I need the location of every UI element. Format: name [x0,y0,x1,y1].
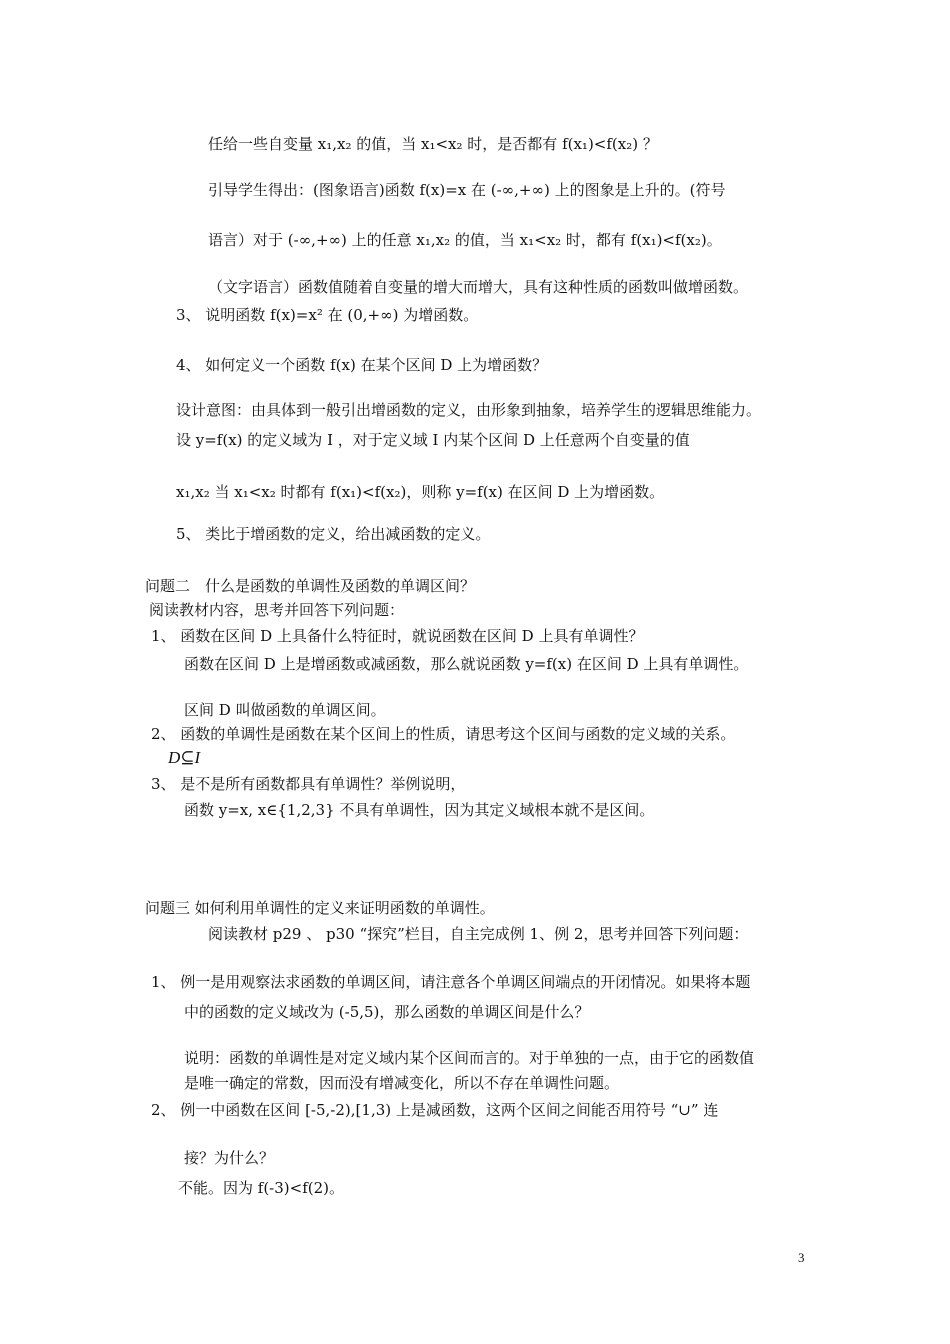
page-number: 3 [798,1250,805,1265]
text-line: 区间 D 叫做函数的单调区间。 [184,701,386,719]
text-line: 不能。因为 f(-3)<f(2)。 [178,1179,345,1197]
text-line: 5、 类比于增函数的定义，给出减函数的定义。 [176,525,491,543]
text-line: x₁,x₂ 当 x₁<x₂ 时都有 f(x₁)<f(x₂)，则称 y=f(x) 在区间 D 上为增函数。 [176,483,665,501]
text-line: 1、 例一是用观察法求函数的单调区间，请注意各个单调区间端点的开闭情况。如果将本题 [151,973,751,991]
text-line: 设 y=f(x) 的定义域为 I ，对于定义域 I 内某个区间 D 上任意两个自变量的值 [176,431,690,449]
text-line: 3、 说明函数 f(x)=x² 在 (0,+∞) 为增函数。 [176,306,479,324]
text-line: 说明：函数的单调性是对定义域内某个区间而言的。对于单独的一点，由于它的函数值 [184,1049,755,1067]
math-line: D⊆I [168,748,201,767]
text-line: 4、 如何定义一个函数 f(x) 在某个区间 D 上为增函数？ [176,356,548,374]
text-line: 中的函数的定义域改为 (-5,5)，那么函数的单调区间是什么？ [184,1003,590,1021]
text-line: 接？为什么？ [184,1149,275,1167]
text-line: 引导学生得出：(图象语言)函数 f(x)=x 在 (-∞,+∞) 上的图象是上升的。(符号 [208,181,726,199]
text-line: 语言）对于 (-∞,+∞) 上的任意 x₁,x₂ 的值，当 x₁<x₂ 时，都有 f(x₁)<f(x₂)。 [208,231,722,249]
text-line: 2、 例一中函数在区间 [-5,-2),[1,3) 上是减函数，这两个区间之间能否用符号 “∪” 连 [151,1101,719,1119]
text-line: 阅读教材 p29 、 p30 “探究”栏目，自主完成例 1、例 2，思考并回答下列问题： [208,925,749,943]
section-heading: 问题二 什么是函数的单调性及函数的单调区间？ [145,577,476,595]
text-line: 3、 是不是所有函数都具有单调性？举例说明， [151,775,466,793]
text-line: （文字语言）函数值随着自变量的增大而增大，具有这种性质的函数叫做增函数。 [208,278,749,296]
text-line: 是唯一确定的常数，因而没有增减变化，所以不存在单调性问题。 [184,1074,620,1092]
text-line: 1、 函数在区间 D 上具备什么特征时，就说函数在区间 D 上具有单调性？ [151,627,644,645]
text-line: 任给一些自变量 x₁,x₂ 的值，当 x₁<x₂ 时，是否都有 f(x₁)<f(x₂) ？ [208,135,658,153]
text-line: 2、 函数的单调性是函数在某个区间上的性质，请思考这个区间与函数的定义域的关系。 [151,725,736,743]
text-line: 阅读教材内容，思考并回答下列问题： [149,601,405,619]
text-line: 函数 y=x, x∈{1,2,3} 不具有单调性，因为其定义域根本就不是区间。 [184,801,655,819]
section-heading: 问题三 如何利用单调性的定义来证明函数的单调性。 [145,899,495,917]
text-line: 函数在区间 D 上是增函数或减函数，那么就说函数 y=f(x) 在区间 D 上具有单调性。 [184,655,749,673]
text-line: 设计意图：由具体到一般引出增函数的定义，由形象到抽象，培养学生的逻辑思维能力。 [176,401,762,419]
